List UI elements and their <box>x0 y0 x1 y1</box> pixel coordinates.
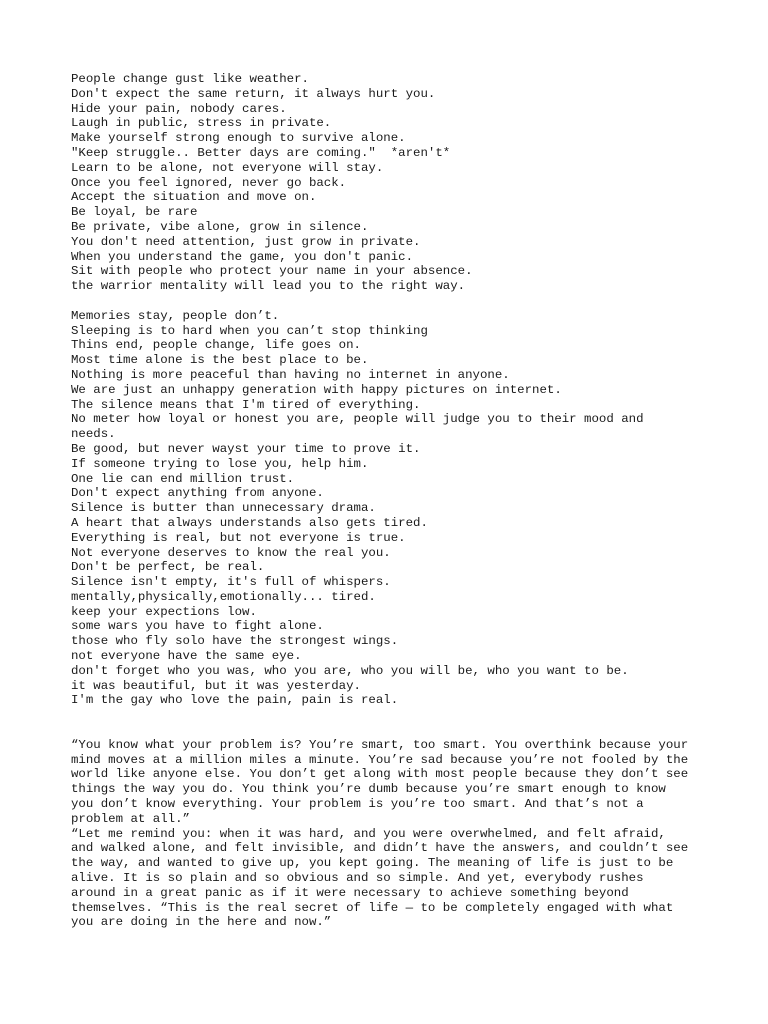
text-line: One lie can end million trust. <box>71 471 295 486</box>
text-line: You don't need attention, just grow in private. <box>71 234 421 249</box>
text-line: Everything is real, but not everyone is true. <box>71 530 406 545</box>
text-line: “Let me remind you: when it was hard, and you were overwhelmed, and felt afraid, and walked alone, and felt invisible, and didn’t have the answers, and couldn’t see the way, and wanted to give up, you kept going. The meaning of life is just to be alive. It is so plain and so obvious and so simple. And yet, everybody rushes around in a great panic as if it were necessary to achieve something beyond themselves. “This is the real secret of life — to be completely engaged with what you are doing in the here and now.” <box>71 826 689 930</box>
text-line: Don't expect anything from anyone. <box>71 486 324 501</box>
text-line: keep your expections low. <box>71 604 257 619</box>
text-line: Once you feel ignored, never go back. <box>71 175 347 190</box>
text-line: Don't expect the same return, it always hurt you. <box>71 86 436 101</box>
text-line: Be good, but never wayst your time to prove it. <box>71 441 421 456</box>
text-line: Most time alone is the best place to be. <box>71 353 369 368</box>
text-line: Silence isn't empty, it's full of whispers. <box>71 575 391 590</box>
text-line: Accept the situation and move on. <box>71 190 317 205</box>
text-line: When you understand the game, you don't panic. <box>71 249 414 264</box>
text-line: Memories stay, people don’t. <box>71 308 280 323</box>
text-line: the warrior mentality will lead you to the right way. <box>71 279 466 294</box>
text-line: If someone trying to lose you, help him. <box>71 456 369 471</box>
text-line: Silence is butter than unnecessary drama. <box>71 501 376 516</box>
quotes-block-1 <box>71 72 711 294</box>
text-line: not everyone have the same eye. <box>71 649 302 664</box>
text-line: Learn to be alone, not everyone will stay. <box>71 160 384 175</box>
text-line: The silence means that I'm tired of everything. <box>71 397 421 412</box>
quotes-block-3 <box>71 738 711 930</box>
text-line: don't forget who you was, who you are, who you will be, who you want to be. <box>71 663 629 678</box>
text-line: Not everyone deserves to know the real you. <box>71 545 391 560</box>
text-line: mentally,physically,emotionally... tired. <box>71 589 376 604</box>
text-line: People change gust like weather. <box>71 72 309 86</box>
text-line: We are just an unhappy generation with happy pictures on internet. <box>71 382 562 397</box>
text-line: Laugh in public, stress in private. <box>71 116 332 131</box>
text-line: Be private, vibe alone, grow in silence. <box>71 219 369 234</box>
text-line: Sleeping is to hard when you can’t stop thinking <box>71 323 428 338</box>
text-line: Make yourself strong enough to survive alone. <box>71 131 406 146</box>
text-line: Thins end, people change, life goes on. <box>71 338 361 353</box>
document-page <box>71 72 711 930</box>
text-line: "Keep struggle.. Better days are coming." *aren't* <box>71 145 451 160</box>
text-line: it was beautiful, but it was yesterday. <box>71 678 361 693</box>
text-line: some wars you have to fight alone. <box>71 619 324 634</box>
text-line: No meter how loyal or honest you are, people will judge you to their mood and needs. <box>71 412 644 442</box>
text-line: those who fly solo have the strongest wings. <box>71 634 399 649</box>
text-line: A heart that always understands also gets tired. <box>71 515 428 530</box>
text-line: Nothing is more peaceful than having no internet in anyone. <box>71 367 510 382</box>
text-line: Don't be perfect, be real. <box>71 560 265 575</box>
text-line: Be loyal, be rare <box>71 205 198 220</box>
text-line: Sit with people who protect your name in your absence. <box>71 264 473 279</box>
text-line: “You know what your problem is? You’re smart, too smart. You overthink because your mind moves at a million miles a minute. You’re sad because you’re not fooled by the world like anyone else. You don’t get along with most people because they don’t see things the way you do. You think you’re dumb because you’re smart enough to know you don’t know everything. Your problem is you’re too smart. And that’s not a problem at all.” <box>71 737 689 826</box>
text-line: Hide your pain, nobody cares. <box>71 101 287 116</box>
text-line: I'm the gay who love the pain, pain is real. <box>71 693 399 708</box>
quotes-block-2 <box>71 309 711 709</box>
